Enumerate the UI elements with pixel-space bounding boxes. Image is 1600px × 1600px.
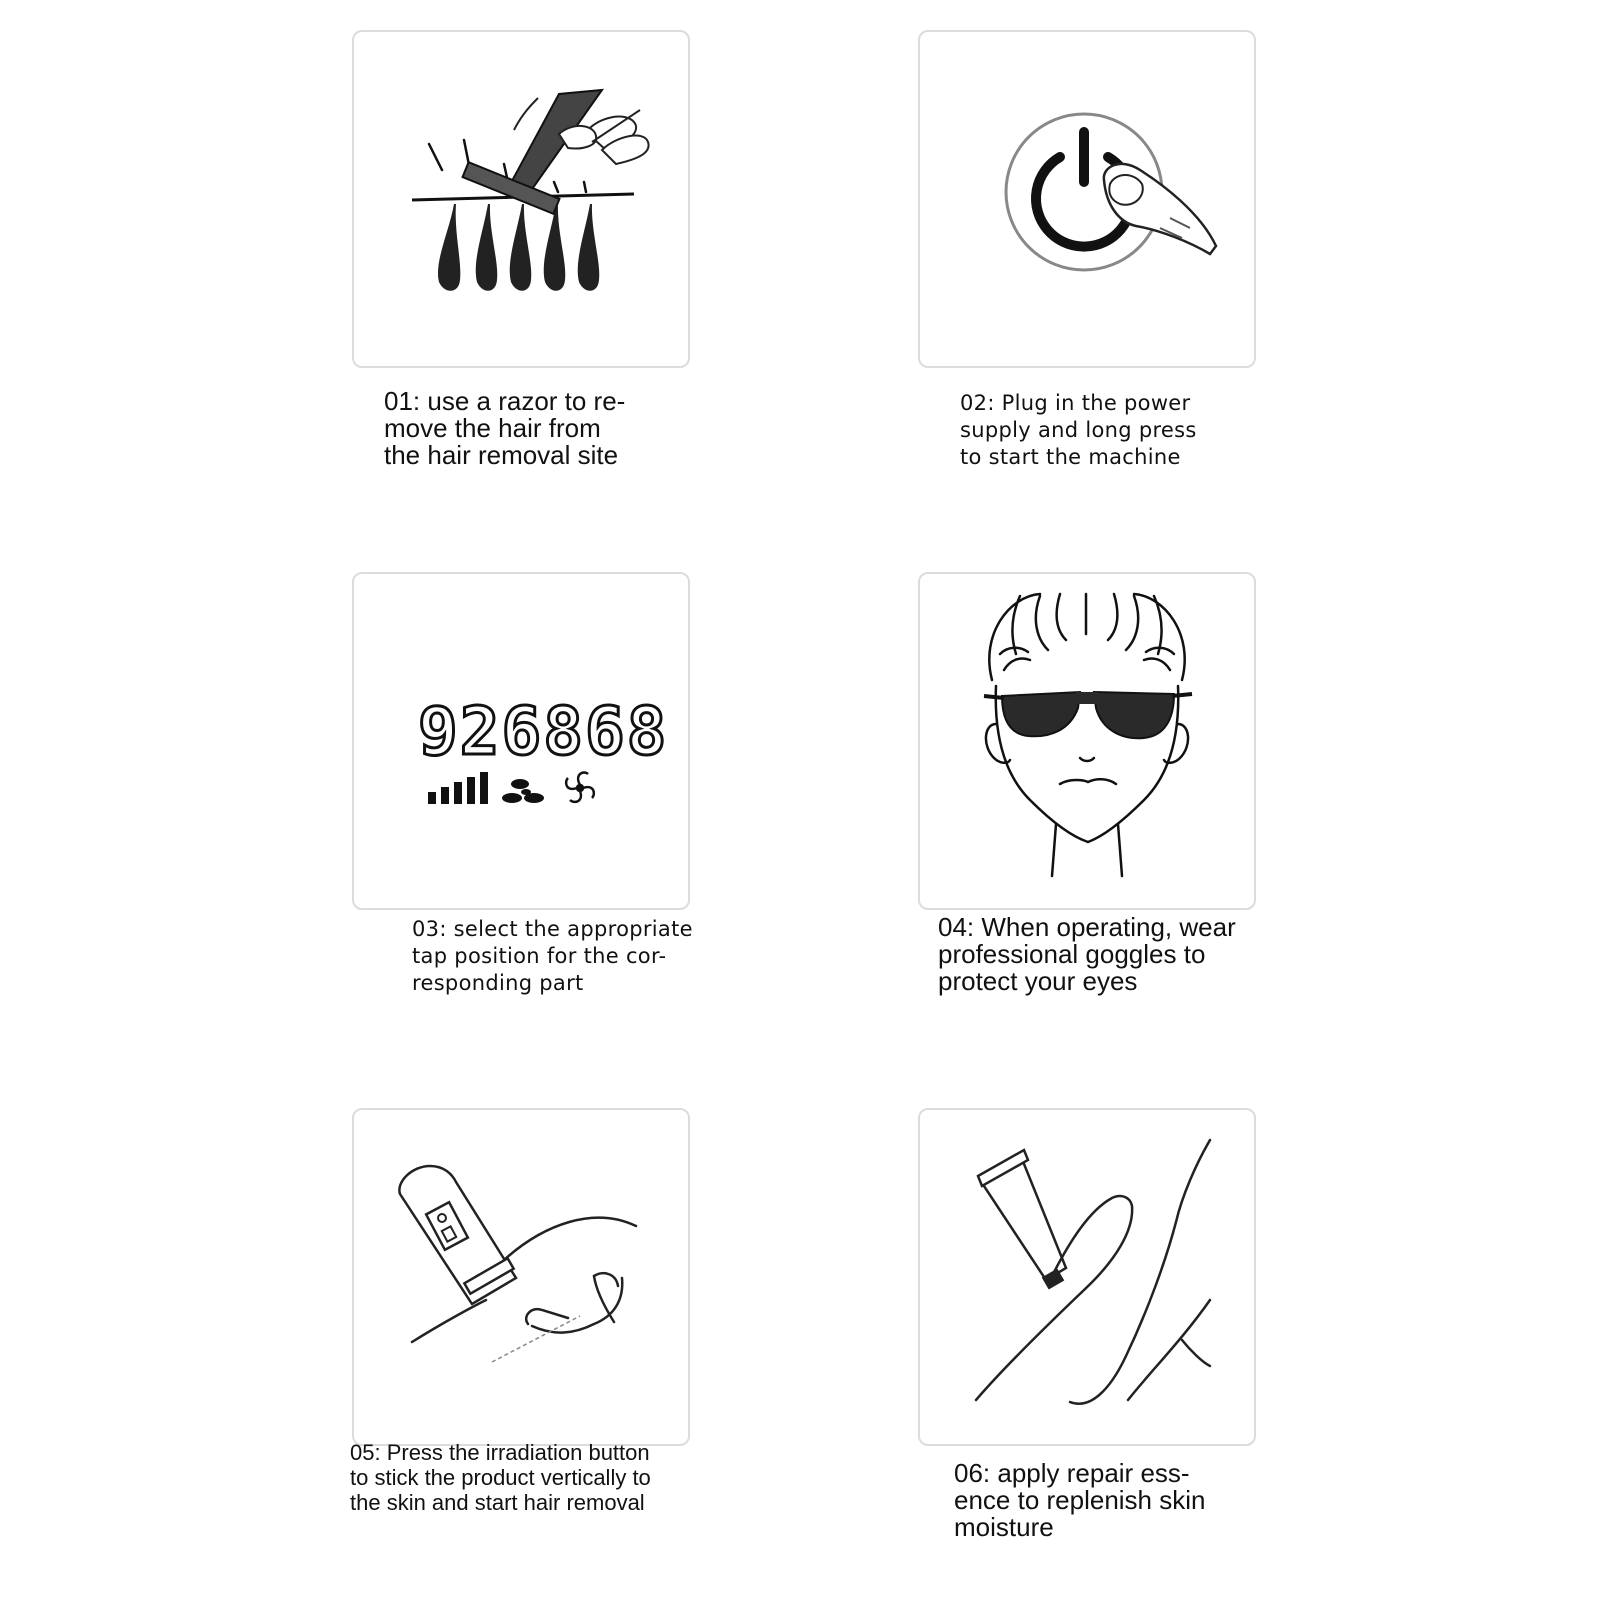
signal-bars-icon bbox=[428, 772, 488, 804]
lcd-display-icon bbox=[354, 574, 688, 908]
step-03-caption: 03: select the appropriate tap position for the cor- responding part bbox=[412, 917, 693, 995]
step-02-caption: 02: Plug in the power supply and long press to start the machine bbox=[960, 391, 1197, 469]
step-04-caption: 04: When operating, wear professional goggles to protect your eyes bbox=[938, 912, 1236, 996]
step-04-card bbox=[918, 572, 1256, 910]
step-05-card bbox=[352, 1108, 690, 1446]
step-01-caption: 01: use a razor to re- move the hair from the hair removal site bbox=[384, 386, 626, 470]
step-03-card bbox=[352, 572, 690, 910]
step-02-card bbox=[918, 30, 1256, 368]
step-05-caption: 05: Press the irradiation button to stick the product vertically to the skin and start hair removal bbox=[350, 1440, 651, 1515]
step-06-caption: 06: apply repair ess- ence to replenish skin moisture bbox=[954, 1458, 1206, 1542]
step-06-card bbox=[918, 1108, 1256, 1446]
lcd-digits: 926868 bbox=[418, 693, 669, 770]
goggles-face-icon bbox=[920, 574, 1254, 908]
step-01-card bbox=[352, 30, 690, 368]
fan-icon bbox=[566, 772, 594, 801]
device-on-leg-icon bbox=[354, 1110, 688, 1444]
power-button-press-icon bbox=[920, 32, 1254, 366]
cream-tube-icon bbox=[920, 1110, 1254, 1444]
cooling-icon bbox=[502, 779, 544, 803]
razor-shaving-hair-icon bbox=[354, 32, 688, 366]
